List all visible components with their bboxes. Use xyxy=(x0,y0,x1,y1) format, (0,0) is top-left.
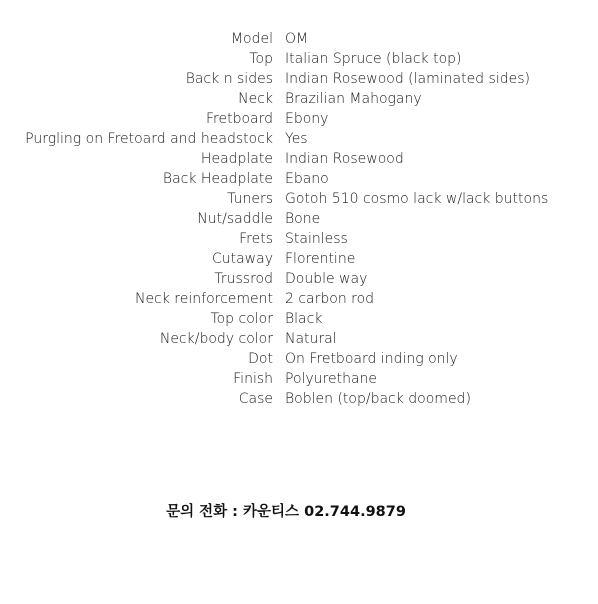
spec-value: Boblen (top/back doomed) xyxy=(285,391,471,407)
spec-row-back-headplate xyxy=(0,169,598,189)
spec-row-trussrod xyxy=(0,269,598,289)
spec-value: Natural xyxy=(285,331,337,347)
spec-row-top-color xyxy=(0,309,598,329)
spec-value: Bone xyxy=(285,211,321,227)
spec-value: Gotoh 510 cosmo lack w/lack buttons xyxy=(285,191,549,207)
spec-row-model xyxy=(0,29,598,49)
spec-row-tuners xyxy=(0,189,598,209)
spec-label: Back Headplate xyxy=(162,171,273,187)
spec-row-neck xyxy=(0,89,598,109)
spec-value: Polyurethane xyxy=(285,371,378,387)
spec-row-frets xyxy=(0,229,598,249)
spec-label: Purgling on Fretoard and headstock xyxy=(25,131,273,147)
spec-label: Fretboard xyxy=(205,111,273,127)
spec-value: Indian Rosewood (laminated sides) xyxy=(285,71,530,87)
spec-value: Ebony xyxy=(285,111,329,127)
spec-label: Headplate xyxy=(200,151,273,167)
spec-label: Cutaway xyxy=(211,251,273,267)
spec-label: Top color xyxy=(210,311,273,327)
spec-row-dot xyxy=(0,349,598,369)
spec-label: Model xyxy=(230,31,273,47)
spec-table xyxy=(0,29,598,409)
spec-value: Florentine xyxy=(285,251,356,267)
spec-label: Finish xyxy=(233,371,273,387)
spec-row-case xyxy=(0,389,598,409)
spec-label: Back n sides xyxy=(185,71,273,87)
spec-value: 2 carbon rod xyxy=(285,291,375,307)
spec-value: Black xyxy=(285,311,323,327)
spec-value: OM xyxy=(285,31,309,47)
spec-label: Top xyxy=(249,51,273,67)
spec-label: Frets xyxy=(239,231,273,247)
spec-label: Neck xyxy=(238,91,273,107)
spec-value: Stainless xyxy=(285,231,348,247)
spec-row-cutaway xyxy=(0,249,598,269)
spec-row-fretboard xyxy=(0,109,598,129)
spec-value: Double way xyxy=(285,271,368,287)
spec-row-headplate xyxy=(0,149,598,169)
spec-label: Nut/saddle xyxy=(197,211,273,227)
spec-row-back-n-sides xyxy=(0,69,598,89)
spec-value: On Fretboard inding only xyxy=(285,351,458,367)
spec-value: Ebano xyxy=(285,171,329,187)
spec-row-finish xyxy=(0,369,598,389)
spec-value: Italian Spruce (black top) xyxy=(285,51,462,67)
contact-phone-line: 문의 전화 : 카운티스 02.744.9879 xyxy=(166,504,406,520)
spec-label: Dot xyxy=(248,351,273,367)
spec-label: Case xyxy=(238,391,273,407)
spec-row-neck-body-color xyxy=(0,329,598,349)
spec-row-top xyxy=(0,49,598,69)
spec-label: Neck/body color xyxy=(159,331,273,347)
spec-value: Brazilian Mahogany xyxy=(285,91,422,107)
spec-row-purgling xyxy=(0,129,598,149)
spec-value: Yes xyxy=(285,131,308,147)
spec-label: Trussrod xyxy=(214,271,273,287)
spec-label: Tuners xyxy=(227,191,273,207)
spec-row-neck-reinforcement xyxy=(0,289,598,309)
spec-value: Indian Rosewood xyxy=(285,151,404,167)
spec-label: Neck reinforcement xyxy=(134,291,273,307)
spec-row-nut-saddle xyxy=(0,209,598,229)
